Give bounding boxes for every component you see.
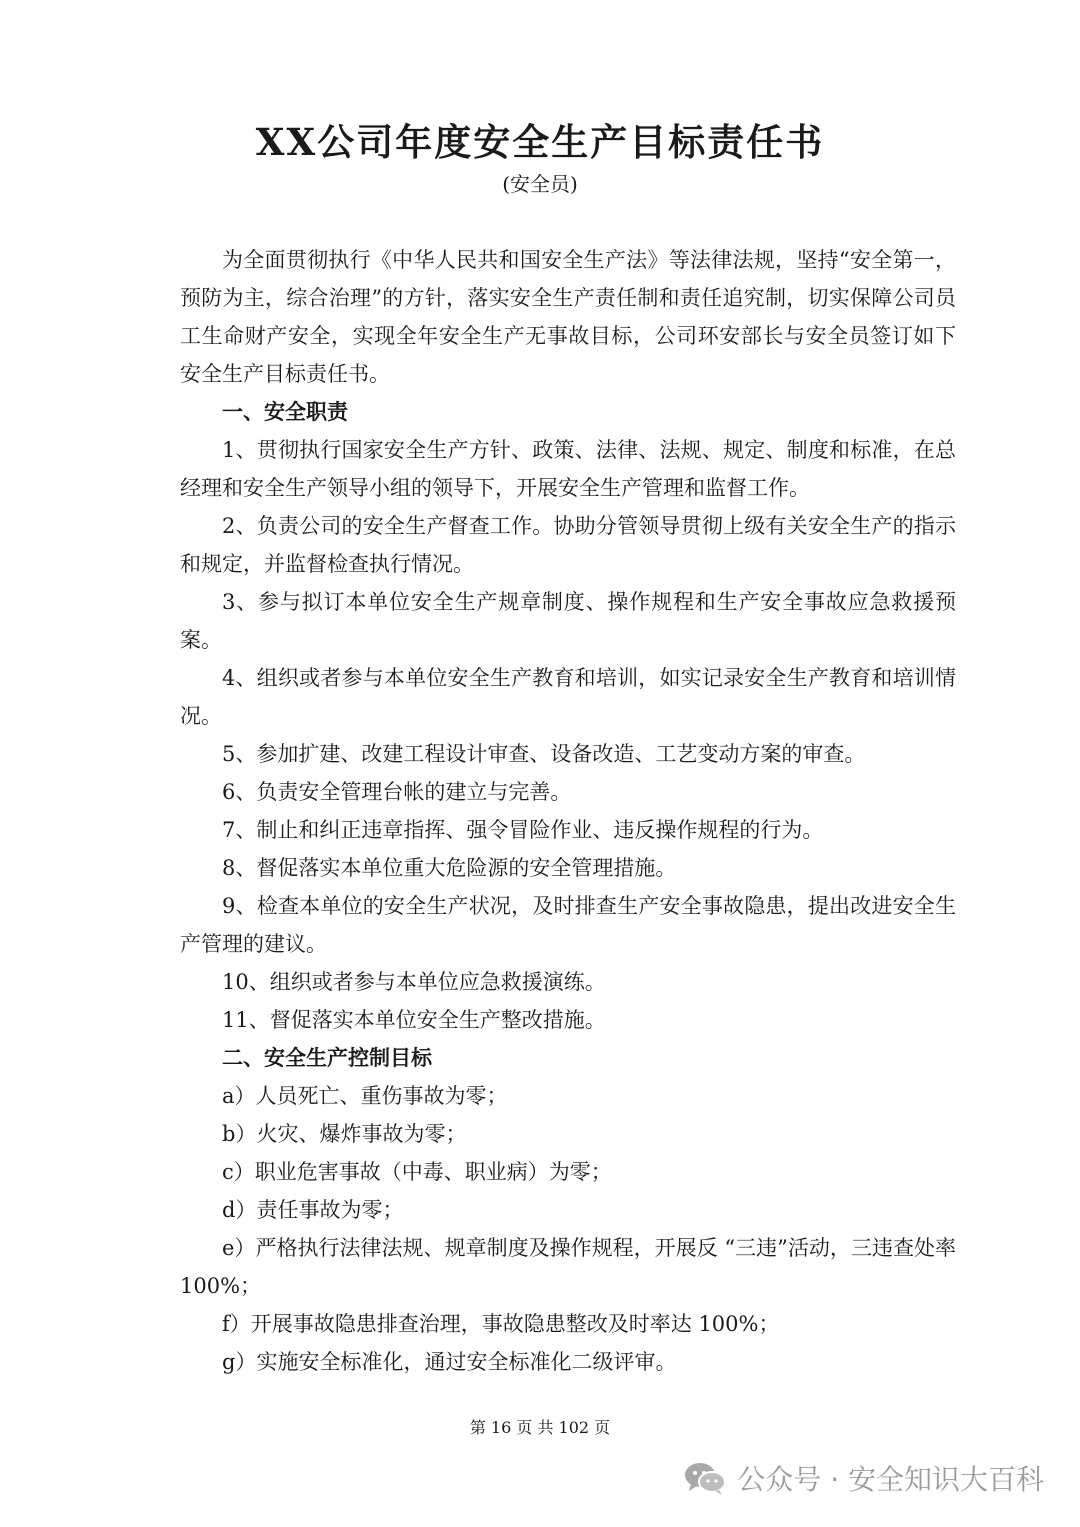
paragraph: 4、组织或者参与本单位安全生产教育和培训，如实记录安全生产教育和培训情况。 [180,666,956,728]
section-heading: 二、安全生产控制目标 [222,1045,432,1070]
section-heading: 一、安全职责 [222,399,348,424]
paragraph: 1、贯彻执行国家安全生产方针、政策、法律、法规、规定、制度和标准，在总经理和安全生产领导小组的领导下，开展安全生产管理和监督工作。 [180,438,956,500]
paragraph: 10、组织或者参与本单位应急救援演练。 [222,970,606,994]
paragraph: f）开展事故隐患排查治理，事故隐患整改及时率达 100%； [222,1312,780,1336]
paragraph: 6、负责安全管理台帐的建立与完善。 [222,780,572,804]
wechat-icon [683,1460,727,1496]
paragraph: b）火灾、爆炸事故为零； [222,1122,467,1146]
paragraph: 5、参加扩建、改建工程设计审查、设备改造、工艺变动方案的审查。 [222,742,866,766]
document-body [180,241,956,1381]
paragraph: a）人员死亡、重伤事故为零； [222,1084,508,1108]
paragraph: 3、参与拟订本单位安全生产规章制度、操作规程和生产安全事故应急救援预案。 [180,590,956,652]
document-title: XX公司年度安全生产目标责任书 [255,120,825,164]
watermark [683,1458,1044,1498]
paragraph: c）职业危害事故（中毒、职业病）为零； [222,1160,612,1184]
paragraph: 2、负责公司的安全生产督查工作。协助分管领导贯彻上级有关安全生产的指示和规定，并监督检查执行情况。 [180,514,956,576]
paragraph: 为全面贯彻执行《中华人民共和国安全生产法》等法律法规，坚持“安全第一，预防为主，综合治理”的方针，落实安全生产责任制和责任追究制，切实保障公司员工生命财产安全，实现全年安全生产无事故目标，公司环安部长与安全员签订如下安全生产目标责任书。 [180,248,956,386]
document-subtitle: (安全员) [502,172,578,196]
paragraph: 7、制止和纠正违章指挥、强令冒险作业、违反操作规程的行为。 [222,818,824,842]
paragraph: d）责任事故为零； [222,1198,404,1222]
paragraph: 9、检查本单位的安全生产状况，及时排查生产安全事故隐患，提出改进安全生产管理的建议。 [180,894,956,956]
paragraph: e）严格执行法律法规、规章制度及操作规程，开展反 “三违”活动，三违查处率 100%； [180,1236,956,1298]
paragraph: 8、督促落实本单位重大危险源的安全管理措施。 [222,856,677,880]
page-number: 第 16 页 共 102 页 [469,1418,611,1437]
paragraph: g）实施安全标准化，通过安全标准化二级评审。 [222,1350,677,1374]
paragraph: 11、督促落实本单位安全生产整改措施。 [222,1008,606,1032]
watermark-text: 公众号 · 安全知识大百科 [737,1463,1044,1496]
